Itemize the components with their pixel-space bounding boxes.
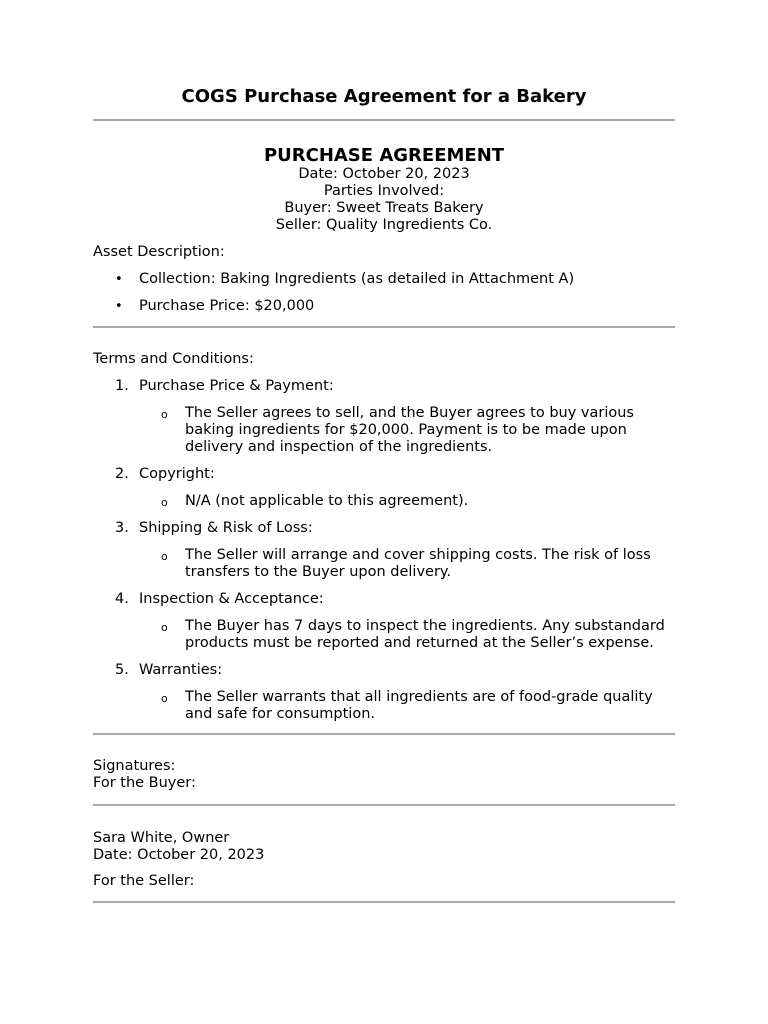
term-detail-list bbox=[139, 547, 675, 581]
term-title: Copyright: bbox=[139, 466, 215, 482]
term-number: 4. bbox=[115, 591, 129, 607]
term-item bbox=[93, 591, 675, 652]
agreement-date: Date: October 20, 2023 bbox=[298, 166, 470, 182]
buyer-sign-date: Date: October 20, 2023 bbox=[93, 847, 265, 863]
term-detail: The Seller agrees to sell, and the Buyer agrees to buy various baking ingredients for $20,000. Payment is to be made upon delivery and inspection of the ingredients. bbox=[185, 405, 634, 455]
bullet-icon: • bbox=[115, 299, 123, 314]
asset-divider bbox=[93, 326, 675, 328]
list-item bbox=[139, 405, 675, 456]
terms-list bbox=[93, 378, 675, 723]
asset-list bbox=[93, 271, 675, 315]
circle-bullet-icon: o bbox=[161, 621, 168, 634]
term-number: 1. bbox=[115, 378, 129, 394]
term-title: Warranties: bbox=[139, 662, 223, 678]
circle-bullet-icon: o bbox=[161, 550, 168, 563]
for-buyer-label: For the Buyer: bbox=[93, 775, 196, 791]
term-number: 5. bbox=[115, 662, 129, 678]
term-detail: The Seller will arrange and cover shipping costs. The risk of loss transfers to the Buyer upon delivery. bbox=[185, 547, 651, 580]
buyer-signature-line bbox=[93, 804, 675, 806]
term-number: 2. bbox=[115, 466, 129, 482]
agreement-heading: PURCHASE AGREEMENT bbox=[263, 145, 505, 166]
buyer-line: Buyer: Sweet Treats Bakery bbox=[284, 200, 484, 216]
term-detail-list bbox=[139, 405, 675, 456]
list-item bbox=[139, 689, 675, 723]
list-item bbox=[93, 271, 675, 288]
circle-bullet-icon: o bbox=[161, 408, 168, 421]
bullet-icon: • bbox=[115, 272, 123, 287]
term-detail: The Buyer has 7 days to inspect the ingredients. Any substandard products must be reported and returned at the Seller’s expense. bbox=[185, 618, 665, 651]
parties-label: Parties Involved: bbox=[323, 183, 445, 199]
list-item bbox=[93, 298, 675, 315]
term-title: Shipping & Risk of Loss: bbox=[139, 520, 313, 536]
term-detail: N/A (not applicable to this agreement). bbox=[185, 493, 469, 509]
document-body bbox=[93, 86, 675, 903]
list-item bbox=[139, 493, 675, 510]
term-detail-list bbox=[139, 689, 675, 723]
for-seller-label: For the Seller: bbox=[93, 873, 195, 889]
asset-description-label: Asset Description: bbox=[93, 244, 225, 260]
term-item bbox=[93, 520, 675, 581]
term-item bbox=[93, 662, 675, 723]
buyer-signatory: Sara White, Owner bbox=[93, 830, 230, 846]
circle-bullet-icon: o bbox=[161, 496, 168, 509]
seller-line: Seller: Quality Ingredients Co. bbox=[275, 217, 493, 233]
asset-item-price: Purchase Price: $20,000 bbox=[139, 298, 315, 314]
asset-item-collection: Collection: Baking Ingredients (as detailed in Attachment A) bbox=[139, 271, 575, 287]
terms-divider bbox=[93, 733, 675, 735]
list-item bbox=[139, 618, 675, 652]
document-title: COGS Purchase Agreement for a Bakery bbox=[181, 86, 587, 107]
title-divider bbox=[93, 119, 675, 121]
list-item bbox=[139, 547, 675, 581]
term-detail-list bbox=[139, 618, 675, 652]
seller-signature-line bbox=[93, 901, 675, 903]
circle-bullet-icon: o bbox=[161, 692, 168, 705]
term-item bbox=[93, 466, 675, 510]
term-detail-list bbox=[139, 493, 675, 510]
term-title: Purchase Price & Payment: bbox=[139, 378, 334, 394]
term-detail: The Seller warrants that all ingredients are of food-grade quality and safe for consumption. bbox=[185, 689, 653, 722]
term-title: Inspection & Acceptance: bbox=[139, 591, 324, 607]
term-item bbox=[93, 378, 675, 456]
term-number: 3. bbox=[115, 520, 129, 536]
terms-label: Terms and Conditions: bbox=[93, 351, 254, 367]
signatures-label: Signatures: bbox=[93, 758, 176, 774]
